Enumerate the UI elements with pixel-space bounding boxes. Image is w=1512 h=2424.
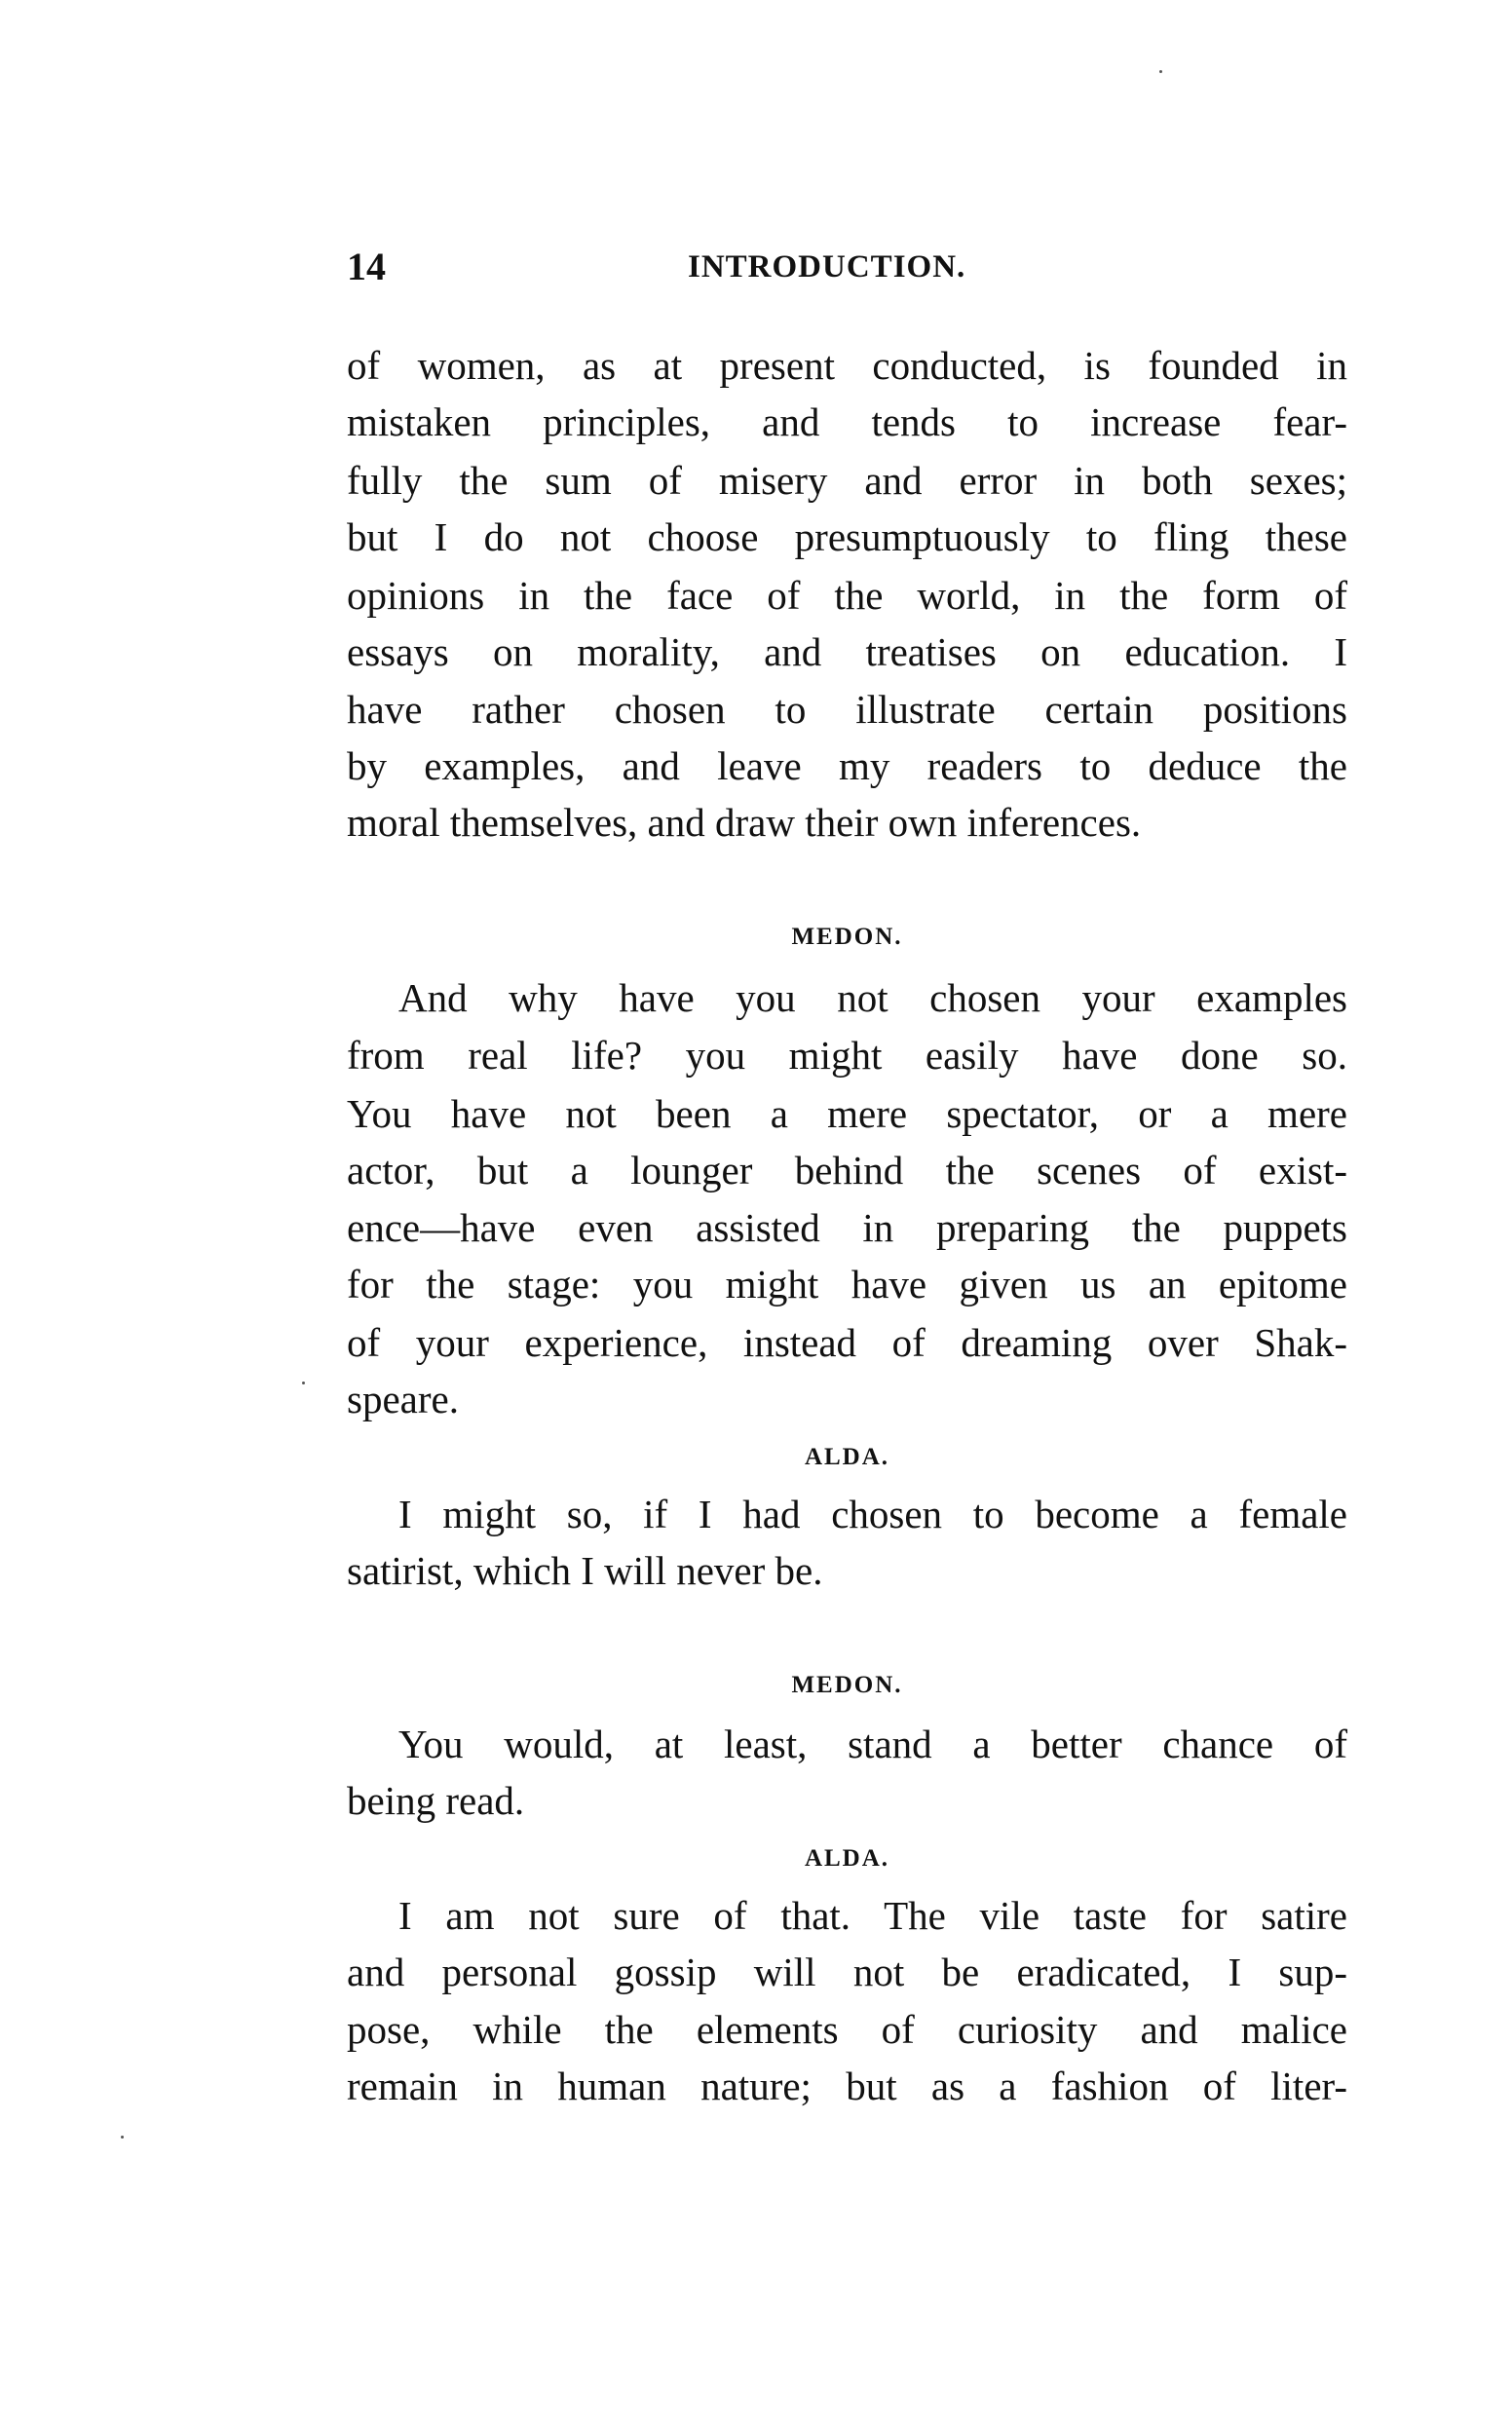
- speaker-name: MEDON.: [791, 1672, 903, 1698]
- text-line: moral themselves, and draw their own inferences.: [347, 800, 1142, 845]
- text-line: mistaken principles, and tends to increase fear-: [347, 399, 1347, 444]
- text-line: essays on morality, and treatises on education. I: [347, 629, 1347, 674]
- text-line: pose, while the elements of curiosity and malice: [347, 2007, 1347, 2052]
- running-head-title: INTRODUCTION.: [688, 249, 966, 284]
- text-line: have rather chosen to illustrate certain positions: [347, 687, 1347, 732]
- text-line: being read.: [347, 1778, 525, 1823]
- text-line: satirist, which I will never be.: [347, 1548, 823, 1593]
- text-line: I am not sure of that. The vile taste for satire: [398, 1893, 1347, 1938]
- scan-speck: [121, 2136, 124, 2139]
- speaker-name: ALDA.: [804, 1845, 890, 1872]
- running-head: [347, 244, 1347, 292]
- text-line: ence—have even assisted in preparing the puppets: [347, 1205, 1347, 1250]
- text-line: and personal gossip will not be eradicated, I sup-: [347, 1950, 1347, 1994]
- page-number: 14: [347, 245, 386, 288]
- text-line: You would, at least, stand a better chance of: [398, 1722, 1347, 1766]
- text-line: of your experience, instead of dreaming over Shak-: [347, 1320, 1347, 1365]
- scan-speck: [302, 1382, 305, 1384]
- speaker-name: ALDA.: [804, 1444, 890, 1470]
- text-line: You have not been a mere spectator, or a mere: [347, 1091, 1347, 1136]
- text-line: I might so, if I had chosen to become a female: [398, 1492, 1347, 1536]
- text-line: for the stage: you might have given us an epitome: [347, 1262, 1347, 1307]
- text-line: fully the sum of misery and error in both sexes;: [347, 458, 1347, 503]
- text-line: speare.: [347, 1377, 459, 1421]
- text-line: from real life? you might easily have done so.: [347, 1033, 1347, 1078]
- speaker-name: MEDON.: [791, 924, 903, 950]
- text-line: by examples, and leave my readers to deduce the: [347, 743, 1347, 788]
- text-line: remain in human nature; but as a fashion of liter-: [347, 2064, 1347, 2108]
- text-line: And why have you not chosen your examples: [398, 975, 1347, 1020]
- scan-speck: [1159, 70, 1162, 73]
- text-line: actor, but a lounger behind the scenes of exist-: [347, 1148, 1347, 1193]
- text-line: opinions in the face of the world, in the form of: [347, 573, 1347, 618]
- text-line: but I do not choose presumptuously to fling these: [347, 514, 1347, 559]
- text-line: of women, as at present conducted, is founded in: [347, 343, 1347, 388]
